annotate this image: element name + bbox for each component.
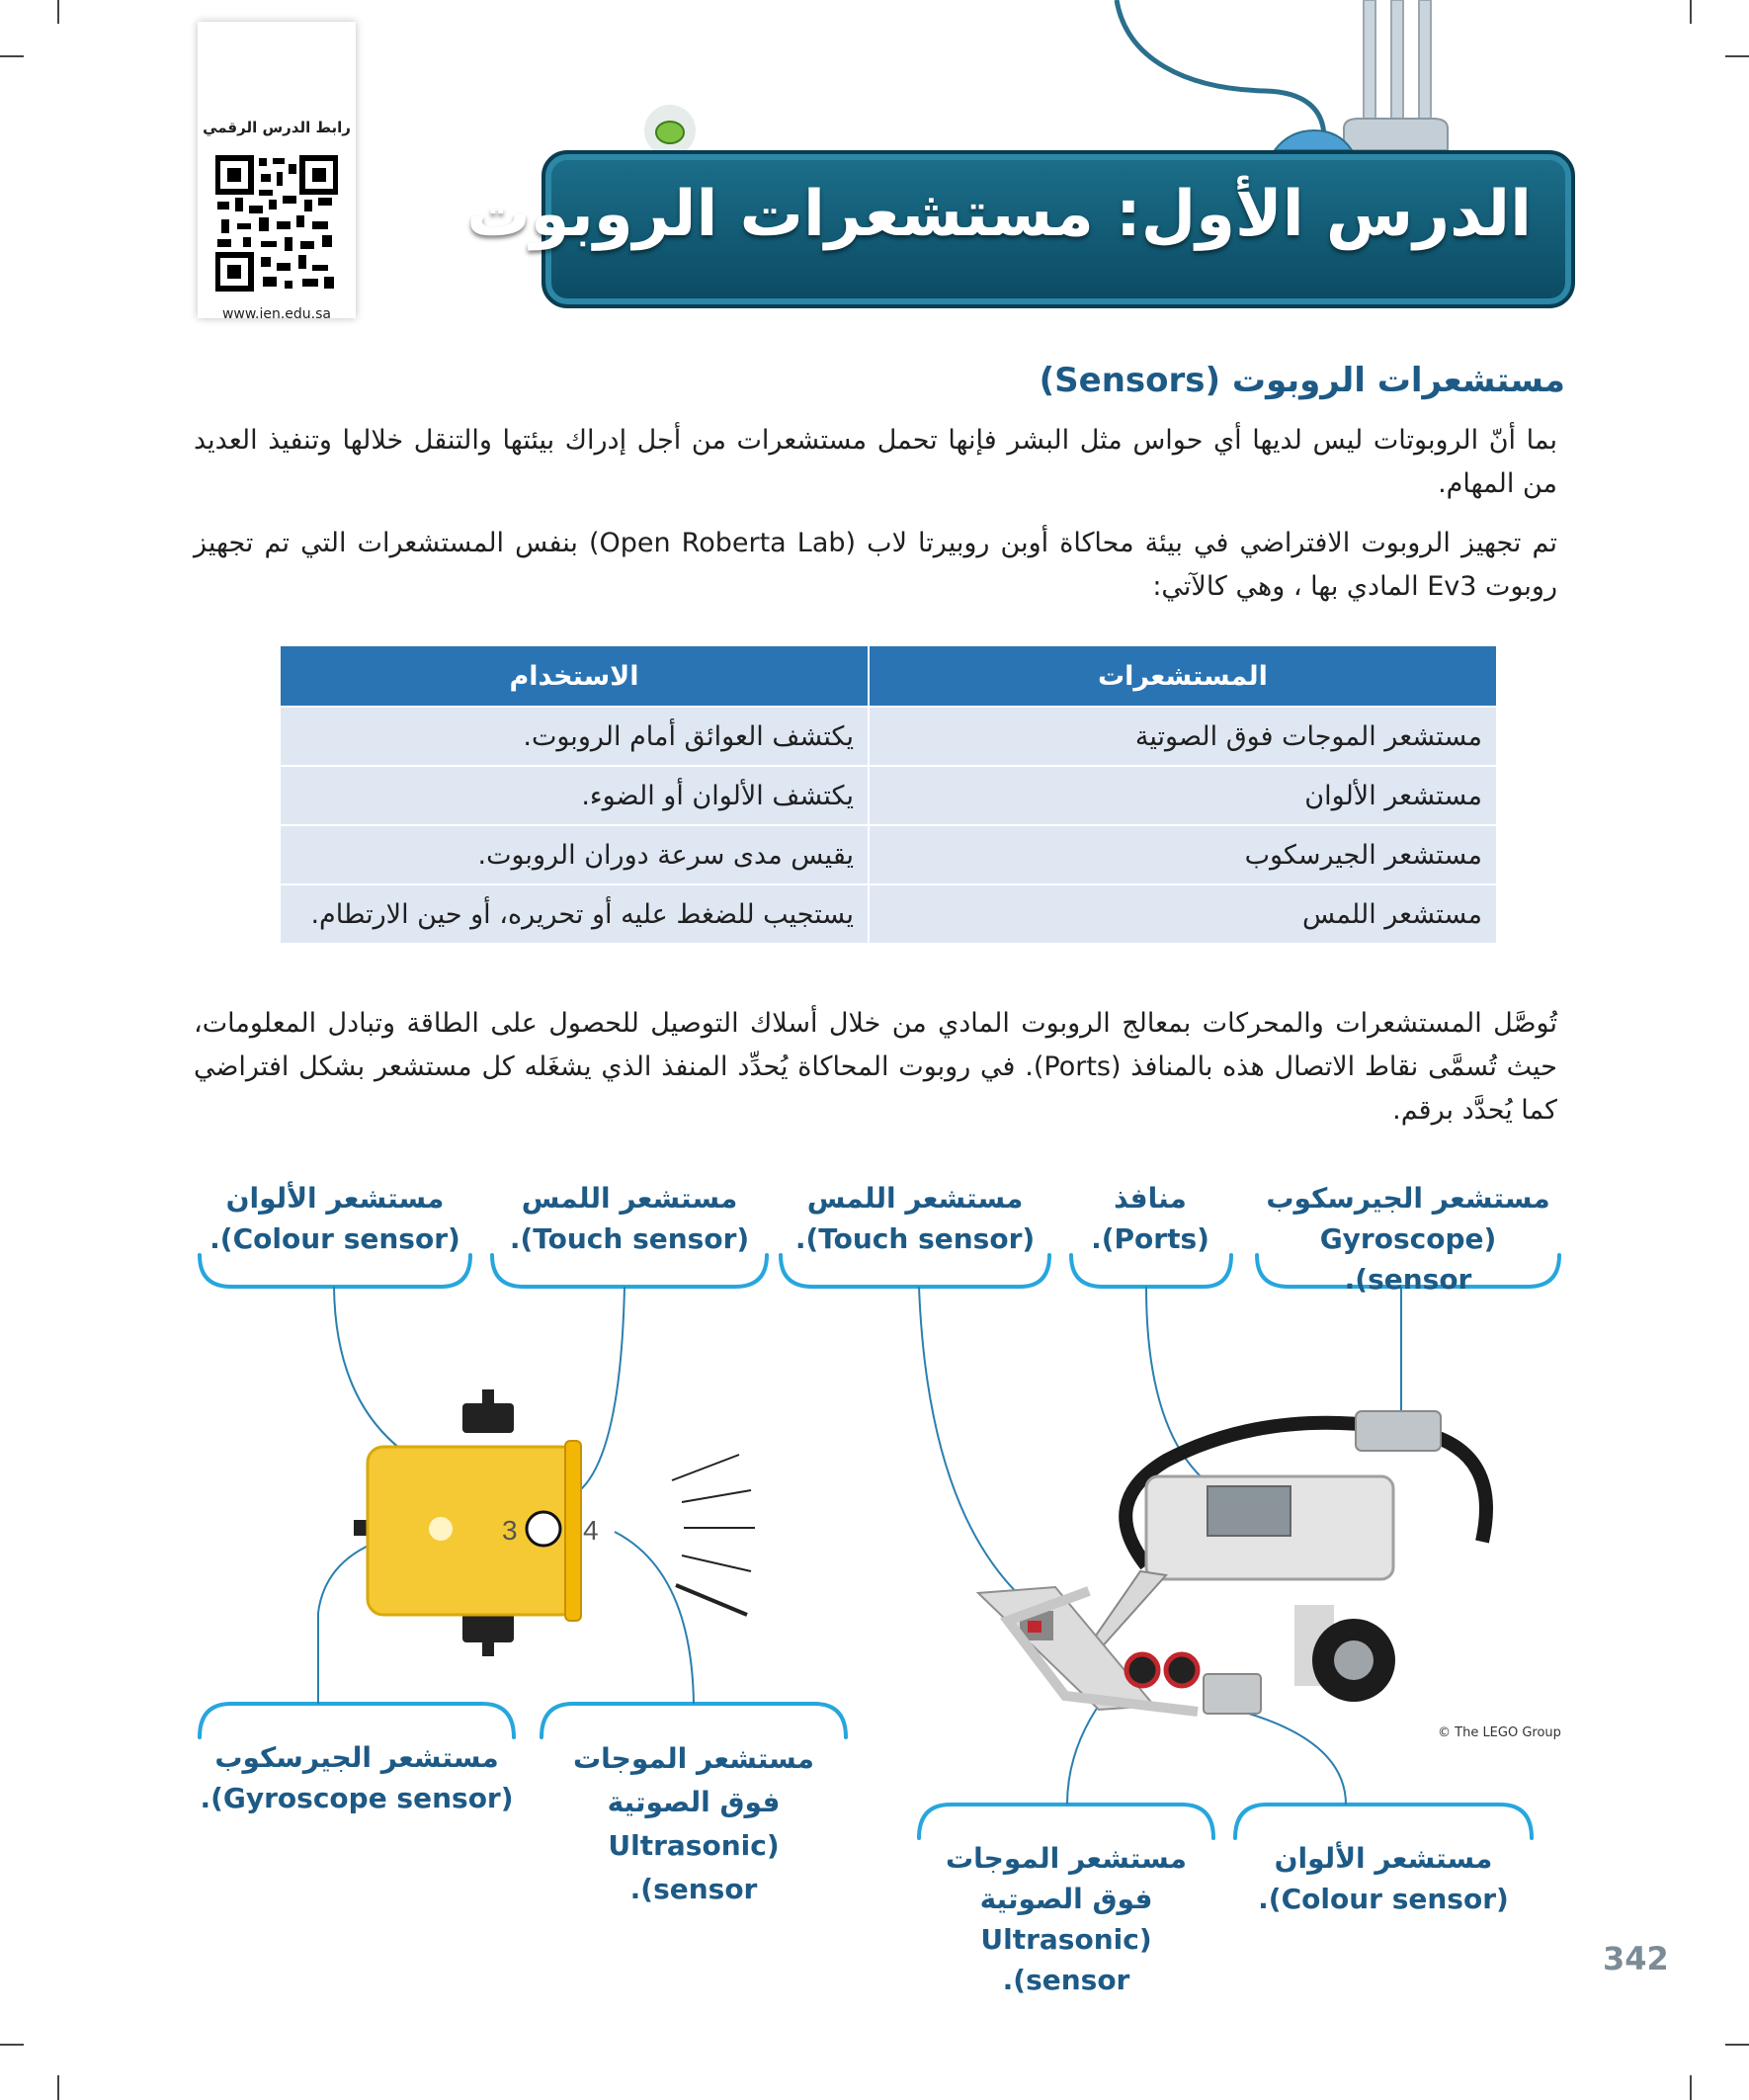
column-header: الاستخدام xyxy=(280,645,869,707)
callout-top-touch-a xyxy=(781,1178,1049,1259)
pointer-line xyxy=(575,1287,625,1494)
callout-text: مستشعر الجيرسكوب (Gyroscope sensor). xyxy=(200,1741,514,1814)
pointer-line xyxy=(919,1287,1053,1623)
ev3-robot-icon xyxy=(978,1411,1486,1714)
lesson-banner xyxy=(466,150,1575,308)
table-cell: مستشعر الموجات فوق الصوتية xyxy=(869,707,1497,766)
crop-mark xyxy=(1690,2075,1692,2100)
callout-bottom-ultrasonic-robot xyxy=(919,1838,1213,2000)
pointer-line xyxy=(1235,1710,1346,1805)
callout-text: مستشعر الألوان (Colour sensor). xyxy=(209,1182,460,1255)
table-cell: مستشعر الألوان xyxy=(869,766,1497,825)
sim-robot-icon xyxy=(354,1389,581,1656)
crop-mark xyxy=(0,55,24,57)
sim-port-4: 4 xyxy=(583,1515,599,1546)
callout-bracket xyxy=(781,1255,1049,1287)
callout-bottom-gyroscope xyxy=(200,1737,514,1818)
intro-paragraph: بما أنّ الروبوتات ليس لديها أي حواس مثل البشر فإنها تحمل مستشعرات من أجل إدراك بيئتها والتنقل خلالها وتنفيذ العديد من المهام. xyxy=(194,425,1557,499)
callout-bottom-ultrasonic-sim xyxy=(541,1737,846,1911)
crop-mark xyxy=(57,2075,59,2100)
image-credit: © The LEGO Group xyxy=(1438,1725,1561,1740)
callout-text: مستشعر الموجات فوق الصوتية (Ultrasonic sensor). xyxy=(946,1842,1187,1996)
table-cell: يكتشف الألوان أو الضوء. xyxy=(280,766,869,825)
page-number: 342 xyxy=(1603,1940,1669,1977)
qr-code-icon xyxy=(215,146,338,294)
column-header: المستشعرات xyxy=(869,645,1497,707)
table-cell: يكتشف العوائق أمام الروبوت. xyxy=(280,707,869,766)
ultrasonic-waves-icon xyxy=(672,1455,755,1615)
table-cell: مستشعر اللمس xyxy=(869,884,1497,944)
callout-text: منافذ (Ports). xyxy=(1091,1182,1209,1255)
table-cell: يقيس مدى سرعة دوران الروبوت. xyxy=(280,825,869,884)
callout-bracket xyxy=(541,1704,846,1737)
sim-port-3: 3 xyxy=(502,1515,518,1546)
table-row xyxy=(280,884,1497,944)
callout-top-colour xyxy=(200,1178,470,1259)
lesson-title: الدرس الأول: مستشعرات الروبوت xyxy=(466,178,1532,251)
qr-label: رابط الدرس الرقمي xyxy=(203,119,351,136)
crop-mark xyxy=(0,2044,24,2046)
callout-bracket xyxy=(200,1704,514,1737)
banner-decoration xyxy=(593,0,1482,158)
callout-top-touch-b xyxy=(492,1178,767,1259)
simulator-paragraph: تم تجهيز الروبوت الافتراضي في بيئة محاكاة أوبن روبيرتا لاب (Open Roberta Lab) بنفس المستشعرات التي تم تجهيز روبوت Ev3 المادي بها ، وهي كالآتي: xyxy=(194,528,1557,602)
section-title: مستشعرات الروبوت (Sensors) xyxy=(1039,361,1565,400)
callout-text: مستشعر الجيرسكوب (Gyroscope sensor). xyxy=(1266,1182,1550,1296)
callout-bottom-colour xyxy=(1235,1838,1532,1919)
callout-top-gyroscope xyxy=(1255,1178,1561,1300)
table-row xyxy=(280,707,1497,766)
table-cell: مستشعر الجيرسكوب xyxy=(869,825,1497,884)
callout-text: مستشعر الألوان (Colour sensor). xyxy=(1258,1842,1509,1915)
callout-bracket xyxy=(919,1805,1213,1838)
callout-text: مستشعر اللمس (Touch sensor). xyxy=(509,1182,750,1255)
qr-url[interactable]: www.ien.edu.sa xyxy=(221,306,332,322)
crop-mark xyxy=(1690,0,1692,24)
table-row xyxy=(280,825,1497,884)
table-cell: يستجيب للضغط عليه أو تحريره، أو حين الارتطام. xyxy=(280,884,869,944)
callout-text: مستشعر الموجات فوق الصوتية (Ultrasonic sensor). xyxy=(573,1742,814,1905)
callout-text: مستشعر اللمس (Touch sensor). xyxy=(794,1182,1036,1255)
callout-bracket xyxy=(492,1255,767,1287)
table-header-row xyxy=(280,645,1497,707)
pointer-line xyxy=(615,1532,694,1704)
callout-bracket xyxy=(1235,1805,1532,1838)
crop-mark xyxy=(57,0,59,24)
callout-top-ports xyxy=(1071,1178,1229,1259)
sensors-table xyxy=(279,644,1498,945)
qr-card[interactable] xyxy=(198,22,356,322)
ports-paragraph: تُوصَّل المستشعرات والمحركات بمعالج الروبوت المادي من خلال أسلاك التوصيل للحصول على الطاقة وتبادل المعلومات، حيث تُسمَّى نقاط الاتصال هذه بالمنافذ (Ports). في روبوت المحاكاة يُحدِّد المنفذ الذي يشغَله كل مستشعر بشكل افتراضي كما يُحدَّد برقم. xyxy=(194,1008,1557,1126)
callout-bracket xyxy=(1071,1255,1231,1287)
callout-bracket xyxy=(200,1255,470,1287)
crop-mark xyxy=(1725,2044,1749,2046)
table-row xyxy=(280,766,1497,825)
crop-mark xyxy=(1725,55,1749,57)
